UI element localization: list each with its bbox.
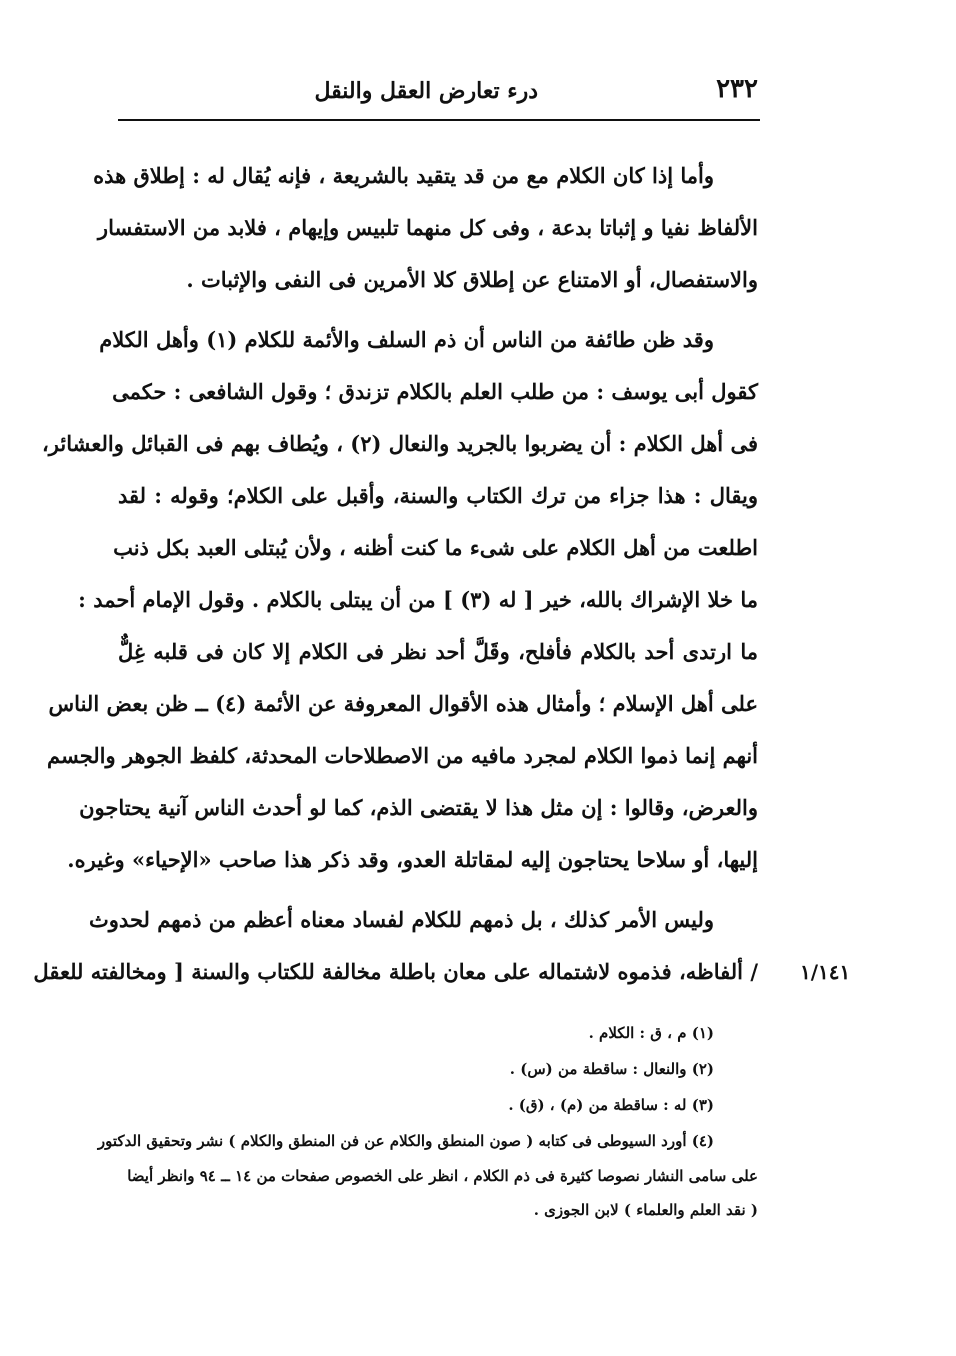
text-line: ويقال : هذا جزاء من ترك الكتاب والسنة، وأقبل على الكلام؛ وقوله : لقد — [118, 483, 758, 508]
text-line: اطلعت من أهل الكلام على شىء ما كنت أظنه ، ولأن يُبتلى العبد بكل ذنب — [113, 535, 758, 560]
margin-reference: ١/١٤١ — [800, 960, 851, 984]
text-line: أنهم إنما ذموا الكلام لمجرد مافيه من الاصطلاحات المحدثة، كلفظ الجوهر والجسم — [47, 743, 758, 768]
footnotes — [97, 1015, 758, 1227]
footnote-continuation: على سامى النشار نصوصا كثيرة فى ذم الكلام ، انظر على الخصوص صفحات من ١٤ ــ ٩٤ وانظر أيضا — [127, 1167, 758, 1185]
text-line: الألفاظ نفيا و إثباتا بدعة ، وفى كل منهما تلبيس وإيهام ، فلابد من الاستفسار — [97, 215, 758, 240]
footnote: (١) م ، ق : الكلام . — [588, 1024, 714, 1042]
text-line: وأما إذا كان الكلام مع من قد يتقيد بالشريعة ، فإنه يُقال له : إطلاق هذه — [93, 163, 714, 188]
text-line: والاستفصال، أو الامتناع عن إطلاق كلا الأمرين فى النفى والإثبات . — [186, 267, 758, 292]
text-line: وليس الأمر كذلك ، بل ذمهم للكلام لفساد معناه أعظم من ذمهم لحدوث — [89, 907, 714, 932]
main-text — [33, 150, 758, 998]
page-number: ٢٣٢ — [716, 74, 758, 104]
footnote: (٣) له : ساقطة من (م) ، (ق) . — [508, 1096, 714, 1114]
paragraph-gap — [118, 306, 758, 314]
paragraph-gap — [118, 886, 758, 894]
text-line: إليها، أو سلاحا يحتاجون إليه لمقاتلة العدو، وقد ذكر هذا صاحب «الإحياء» وغيره. — [67, 847, 758, 872]
running-title: درء تعارض العقل والنقل — [314, 78, 538, 104]
text-line: كقول أبى يوسف : من طلب العلم بالكلام تزندق ؛ وقول الشافعى : حكمى — [112, 379, 758, 404]
text-line: والعرض، وقالوا : إن مثل هذا لا يقتضى الذم، كما لو أحدث الناس آنية يحتاجون — [79, 795, 758, 820]
page-header — [118, 70, 758, 120]
text-line: وقد ظن طائفة من الناس أن ذم السلف والأئمة للكلام (١) وأهل الكلام — [99, 327, 714, 352]
text-line: على أهل الإسلام ؛ وأمثال هذه الأقوال المعروفة عن الأئمة (٤) ــ ظن بعض الناس — [48, 691, 758, 716]
footnote: (٤) أورد السيوطى فى كتابه ( صون المنطق والكلام عن فن المنطق والكلام ) نشر وتحقيق الدكتور — [97, 1132, 714, 1150]
text-line: ما ارتدى أحد بالكلام فأفلح، وقَلَّ أحد نظر فى الكلام إلا كان فى قلبه غِلٌّ — [118, 639, 758, 664]
header-rule — [118, 119, 760, 121]
text-line: فى أهل الكلام : أن يضربوا بالجريد والنعال (٢) ، ويُطاف بهم فى القبائل والعشائر، — [42, 431, 758, 456]
text-line: / ألفاظه، فذموه لاشتماله على معان باطلة مخالفة للكتاب والسنة [ ومخالفته للعقل — [33, 959, 758, 984]
footnote: (٢) والنعال : ساقطة من (س) . — [509, 1060, 714, 1078]
footnote-continuation: ( نقد العلم والعلماء ) لابن الجوزى . — [533, 1201, 758, 1219]
text-line: ما خلا الإشراك بالله، خير [ له (٣) ] من أن يبتلى بالكلام . وقول الإمام أحمد : — [78, 587, 758, 612]
